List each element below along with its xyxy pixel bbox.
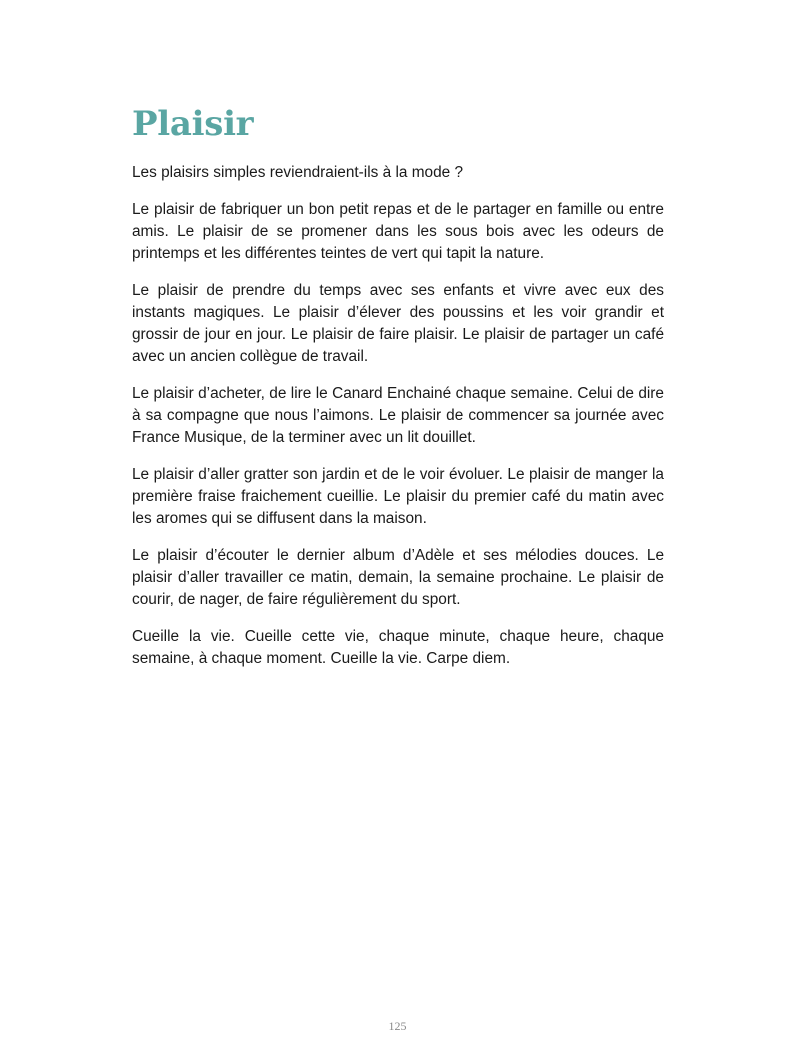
page-number: 125	[388, 1019, 407, 1033]
paragraph: Le plaisir d’aller gratter son jardin et de le voir évoluer. Le plaisir de manger la première fraise fraichement cueillie. Le plaisir du premier café du matin avec les aromes qui se diffusent dans la maison.	[132, 466, 664, 527]
body-text	[132, 162, 664, 685]
paragraph: Le plaisir de prendre du temps avec ses enfants et vivre avec eux des instants magiques. Le plaisir d’élever des poussins et les voir grandir et grossir de jour en jour. Le plaisir de faire plaisir. Le plaisir de partager un café avec un ancien collègue de travail.	[132, 282, 664, 365]
paragraph: Le plaisir de fabriquer un bon petit repas et de le partager en famille ou entre amis. Le plaisir de se promener dans les sous bois avec les odeurs de printemps et les différentes teintes de vert qui tapit la nature.	[132, 201, 664, 262]
paragraph: Le plaisir d’écouter le dernier album d’Adèle et ses mélodies douces. Le plaisir d’aller travailler ce matin, demain, la semaine prochaine. Le plaisir de courir, de nager, de faire régulièrement du sport.	[132, 547, 664, 608]
paragraph: Le plaisir d’acheter, de lire le Canard Enchainé chaque semaine. Celui de dire à sa compagne que nous l’aimons. Le plaisir de commencer sa journée avec France Musique, de la terminer avec un lit douillet.	[132, 385, 664, 446]
page-title: Plaisir	[132, 104, 254, 144]
paragraph-closing: Cueille la vie. Cueille cette vie, chaque minute, chaque heure, chaque semaine, à chaque moment. Cueille la vie. Carpe diem.	[132, 628, 664, 667]
paragraph-intro: Les plaisirs simples reviendraient-ils à la mode ?	[132, 164, 464, 181]
